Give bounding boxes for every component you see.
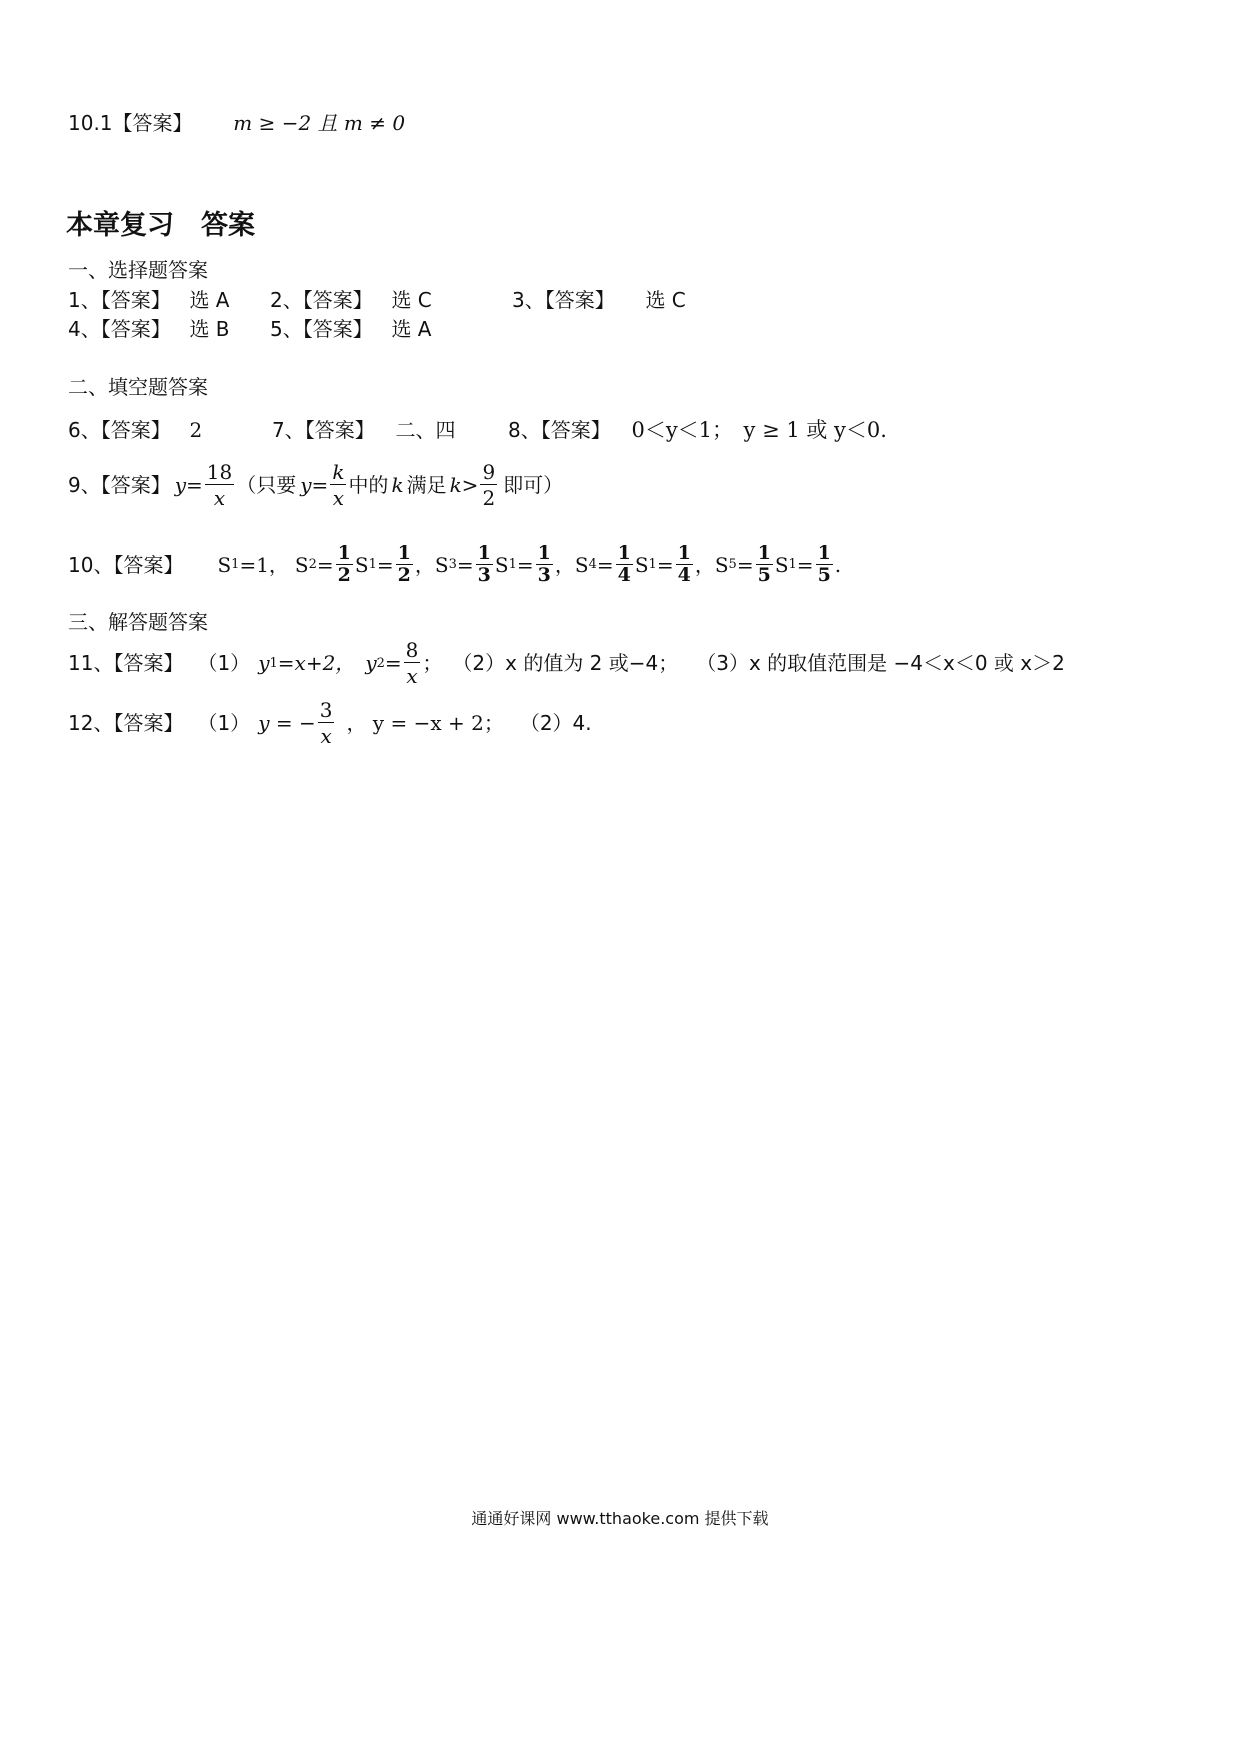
s1-symbol: S (354, 552, 369, 577)
fraction-numerator: 3 (319, 698, 333, 722)
fill-item-9 (68, 462, 563, 508)
fill-label: 6、【答案】 (68, 418, 171, 442)
y1-subscript: 1 (269, 655, 278, 671)
s1-subscript: 1 (788, 557, 797, 572)
note-k: k (391, 473, 404, 497)
equals: = (376, 552, 394, 577)
choice-label: 3、【答案】 (512, 288, 615, 312)
choice-item-1 (68, 290, 230, 310)
choice-label: 1、【答案】 (68, 288, 171, 312)
fill-item-7 (272, 420, 455, 440)
equals: = (596, 552, 614, 577)
fraction-denominator: 2 (337, 564, 351, 586)
fraction-numerator: 9 (482, 460, 496, 484)
equals: = (456, 552, 474, 577)
note-satisfy: 满足 (406, 473, 447, 497)
s-subscript: 4 (588, 557, 597, 572)
linear-equation: ， y = −x + 2； (346, 711, 504, 735)
fill-item-6 (68, 420, 202, 440)
choice-label: 4、【答案】 (68, 317, 171, 341)
choice-value: 选 B (189, 317, 230, 341)
fraction-numerator: 1 (757, 542, 771, 564)
fraction-coefficient (616, 544, 633, 585)
s-subscript: 2 (308, 557, 317, 572)
s1-subscript: 1 (648, 557, 657, 572)
fraction-denominator: 4 (617, 564, 631, 586)
fill-value: 二、四 (395, 418, 456, 442)
fraction-denominator: x (320, 724, 332, 748)
fill-value: 2 (189, 418, 203, 442)
section-heading-fill: 二、填空题答案 (68, 375, 208, 399)
note-mid: 中的 (348, 473, 389, 497)
fraction-denominator: 2 (397, 564, 411, 586)
choice-value: 选 C (391, 288, 432, 312)
fraction-denominator: x (406, 664, 418, 688)
fraction-k-over-x (330, 462, 346, 508)
fraction-3-over-x (318, 700, 335, 746)
comma: ， (554, 552, 575, 577)
s-term-2 (295, 544, 435, 585)
fill-item-10 (68, 544, 841, 585)
fraction-numerator: 8 (405, 638, 419, 662)
fraction-18-over-x (205, 462, 234, 508)
fraction-numerator: 18 (206, 460, 233, 484)
fill-label: 7、【答案】 (272, 418, 375, 442)
s1-symbol: S (774, 552, 789, 577)
choice-item-4 (68, 319, 230, 339)
answer-math: m ≥ −2 且 m ≠ 0 (233, 111, 406, 135)
fraction-denominator: 3 (477, 564, 491, 586)
y2-symbol: y (365, 651, 377, 675)
fraction-result (536, 544, 553, 585)
fraction-numerator: 1 (677, 542, 691, 564)
note-y-equals: y= (300, 473, 329, 497)
fill-value: 0＜y＜1； y ≥ 1 或 y＜0. (631, 418, 887, 442)
fraction-numerator: 1 (537, 542, 551, 564)
fraction-result (396, 544, 413, 585)
s1-symbol: S (634, 552, 649, 577)
s-symbol: S (294, 552, 309, 577)
y2-equals: = (384, 651, 402, 675)
s1-subscript: 1 (508, 557, 517, 572)
s-subscript: 5 (728, 557, 737, 572)
s-term-5 (715, 544, 835, 585)
choice-item-2 (270, 290, 432, 310)
comma: ， (414, 552, 435, 577)
fraction-denominator: x (213, 486, 226, 510)
fraction-8-over-x (404, 640, 421, 686)
equals: = (796, 552, 814, 577)
fraction-denominator: 2 (482, 486, 496, 510)
fraction-denominator: 5 (757, 564, 771, 586)
fraction-denominator: x (332, 486, 345, 510)
choice-item-5 (270, 319, 432, 339)
fill-label: 9、【答案】 (68, 473, 171, 497)
fraction-numerator: 1 (337, 542, 351, 564)
equals: = (516, 552, 534, 577)
fraction-result (816, 544, 833, 585)
choice-item-3 (512, 290, 686, 310)
choice-value: 选 A (189, 288, 230, 312)
fraction-9-over-2 (480, 462, 497, 508)
s-symbol: S (434, 552, 449, 577)
fraction-denominator: 4 (677, 564, 691, 586)
choice-label: 5、【答案】 (270, 317, 373, 341)
fraction-numerator: 1 (477, 542, 491, 564)
fraction-denominator: 5 (817, 564, 831, 586)
s1-subscript: 1 (231, 557, 240, 572)
part-2: （2）4. (519, 711, 592, 735)
fraction-numerator: k (332, 460, 345, 484)
fraction-coefficient (336, 544, 353, 585)
s1-symbol: S (494, 552, 509, 577)
part-2: （2）x 的值为 2 或−4； (452, 651, 679, 675)
comma: ， (694, 552, 715, 577)
fraction-denominator: 3 (537, 564, 551, 586)
s-term-4 (575, 544, 715, 585)
choice-value: 选 C (645, 288, 686, 312)
equals: = (736, 552, 754, 577)
section-heading-solve: 三、解答题答案 (68, 610, 208, 634)
answer-10-1 (68, 113, 405, 133)
footer-credit: 通通好课网 www.tthaoke.com 提供下载 (471, 1509, 769, 1528)
y-equals: y= (174, 473, 203, 497)
note-k-gt: k> (449, 473, 479, 497)
choice-value: 选 A (391, 317, 432, 341)
y1-symbol: y (258, 651, 270, 675)
s-term-3 (435, 544, 575, 585)
equals: = (656, 552, 674, 577)
s-end: . (834, 552, 842, 577)
fill-label: 10、【答案】 (68, 552, 184, 577)
fraction-numerator: 1 (817, 542, 831, 564)
solve-label: 11、【答案】 (68, 651, 184, 675)
y2-subscript: 2 (376, 655, 385, 671)
s-terms-group (289, 544, 835, 585)
fraction-coefficient (756, 544, 773, 585)
fill-item-8 (508, 420, 887, 441)
part-3: （3）x 的取值范围是 −4＜x＜0 或 x＞2 (696, 651, 1065, 675)
equals: = (316, 552, 334, 577)
y-equals-minus: y = − (258, 711, 316, 735)
solve-item-11 (68, 640, 1065, 686)
note-close: 即可） (503, 473, 564, 497)
s1-subscript: 1 (368, 557, 377, 572)
s1-symbol: S (217, 552, 232, 577)
s-subscript: 3 (448, 557, 457, 572)
s-symbol: S (714, 552, 729, 577)
part-1-label: （1） (197, 711, 251, 735)
fill-label: 8、【答案】 (508, 418, 611, 442)
semicolon: ； (422, 651, 443, 675)
solve-label: 12、【答案】 (68, 711, 184, 735)
fraction-numerator: 1 (397, 542, 411, 564)
part-1-label: （1） (197, 651, 251, 675)
fraction-result (676, 544, 693, 585)
y1-equation: =x+2， (277, 651, 356, 675)
solve-item-12 (68, 700, 592, 746)
choice-label: 2、【答案】 (270, 288, 373, 312)
fraction-coefficient (476, 544, 493, 585)
fraction-numerator: 1 (617, 542, 631, 564)
chapter-title: 本章复习 答案 (66, 210, 255, 241)
s1-value: =1， (239, 552, 289, 577)
s-symbol: S (574, 552, 589, 577)
answer-label: 10.1【答案】 (68, 111, 193, 135)
note-open: （只要 (236, 473, 297, 497)
section-heading-choice: 一、选择题答案 (68, 258, 208, 282)
